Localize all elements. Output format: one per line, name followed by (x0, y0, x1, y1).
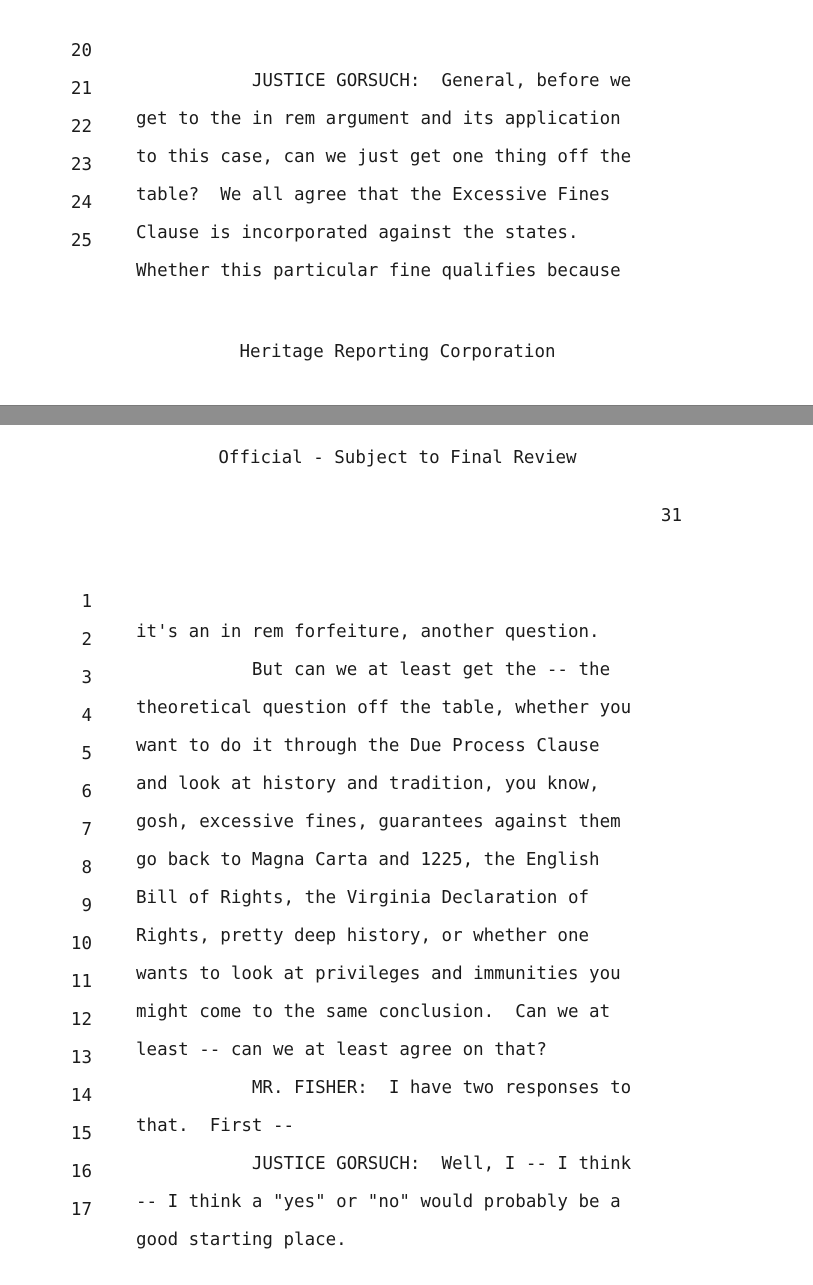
line-text: JUSTICE GORSUCH: General, before we (136, 71, 632, 91)
line-text: want to do it through the Due Process Clause (136, 736, 600, 756)
line-number: 22 (70, 117, 92, 137)
line-number: 8 (81, 858, 92, 878)
line-text: to this case, can we just get one thing off the (136, 147, 632, 167)
line-number: 16 (70, 1162, 92, 1182)
line-number: 14 (70, 1086, 92, 1106)
line-text: JUSTICE GORSUCH: Well, I -- I think (136, 1154, 632, 1174)
line-text: Clause is incorporated against the states. (136, 223, 579, 243)
line-number: 15 (70, 1124, 92, 1144)
line-text: it's an in rem forfeiture, another question. (136, 622, 600, 642)
line-text: might come to the same conclusion. Can we at (136, 1002, 611, 1022)
line-text: that. First -- (136, 1116, 295, 1136)
line-text: Bill of Rights, the Virginia Declaration of (136, 888, 590, 908)
transcript-line (0, 557, 813, 642)
line-number: 13 (70, 1048, 92, 1068)
line-text: get to the in rem argument and its application (136, 109, 621, 129)
line-number: 4 (81, 706, 92, 726)
line-text: and look at history and tradition, you know, (136, 774, 600, 794)
line-number: 5 (81, 744, 92, 764)
line-number: 20 (70, 41, 92, 61)
line-text: -- I think a "yes" or "no" would probably be a (136, 1192, 621, 1212)
line-number: 6 (81, 782, 92, 802)
page-separator (0, 405, 813, 425)
transcript-page-bottom (0, 425, 813, 1250)
line-text: Whether this particular fine qualifies because (136, 261, 621, 281)
line-text: table? We all agree that the Excessive Fines (136, 185, 611, 205)
line-number: 25 (70, 231, 92, 251)
line-number: 11 (70, 972, 92, 992)
line-number: 12 (70, 1010, 92, 1030)
line-text: Rights, pretty deep history, or whether one (136, 926, 590, 946)
line-number: 1 (81, 592, 92, 612)
line-number: 7 (81, 820, 92, 840)
line-number: 24 (70, 193, 92, 213)
line-text: least -- can we at least agree on that? (136, 1040, 547, 1060)
line-text: theoretical question off the table, whether you (136, 698, 632, 718)
line-number: 3 (81, 668, 92, 688)
line-number: 21 (70, 79, 92, 99)
line-text: wants to look at privileges and immunities you (136, 964, 621, 984)
line-text: MR. FISHER: I have two responses to (136, 1078, 632, 1098)
line-number: 2 (81, 630, 92, 650)
line-number: 9 (81, 896, 92, 916)
page-header: Official - Subject to Final Review (218, 448, 577, 468)
line-text: good starting place. (136, 1230, 347, 1250)
line-number: 10 (70, 934, 92, 954)
line-text: gosh, excessive fines, guarantees against them (136, 812, 621, 832)
line-text: But can we at least get the -- the (136, 660, 611, 680)
page-number: 31 (660, 506, 682, 526)
line-number: 23 (70, 155, 92, 175)
line-number: 17 (70, 1200, 92, 1220)
transcript-page-top (0, 0, 813, 405)
page-footer: Heritage Reporting Corporation (239, 342, 556, 362)
line-text: go back to Magna Carta and 1225, the English (136, 850, 600, 870)
